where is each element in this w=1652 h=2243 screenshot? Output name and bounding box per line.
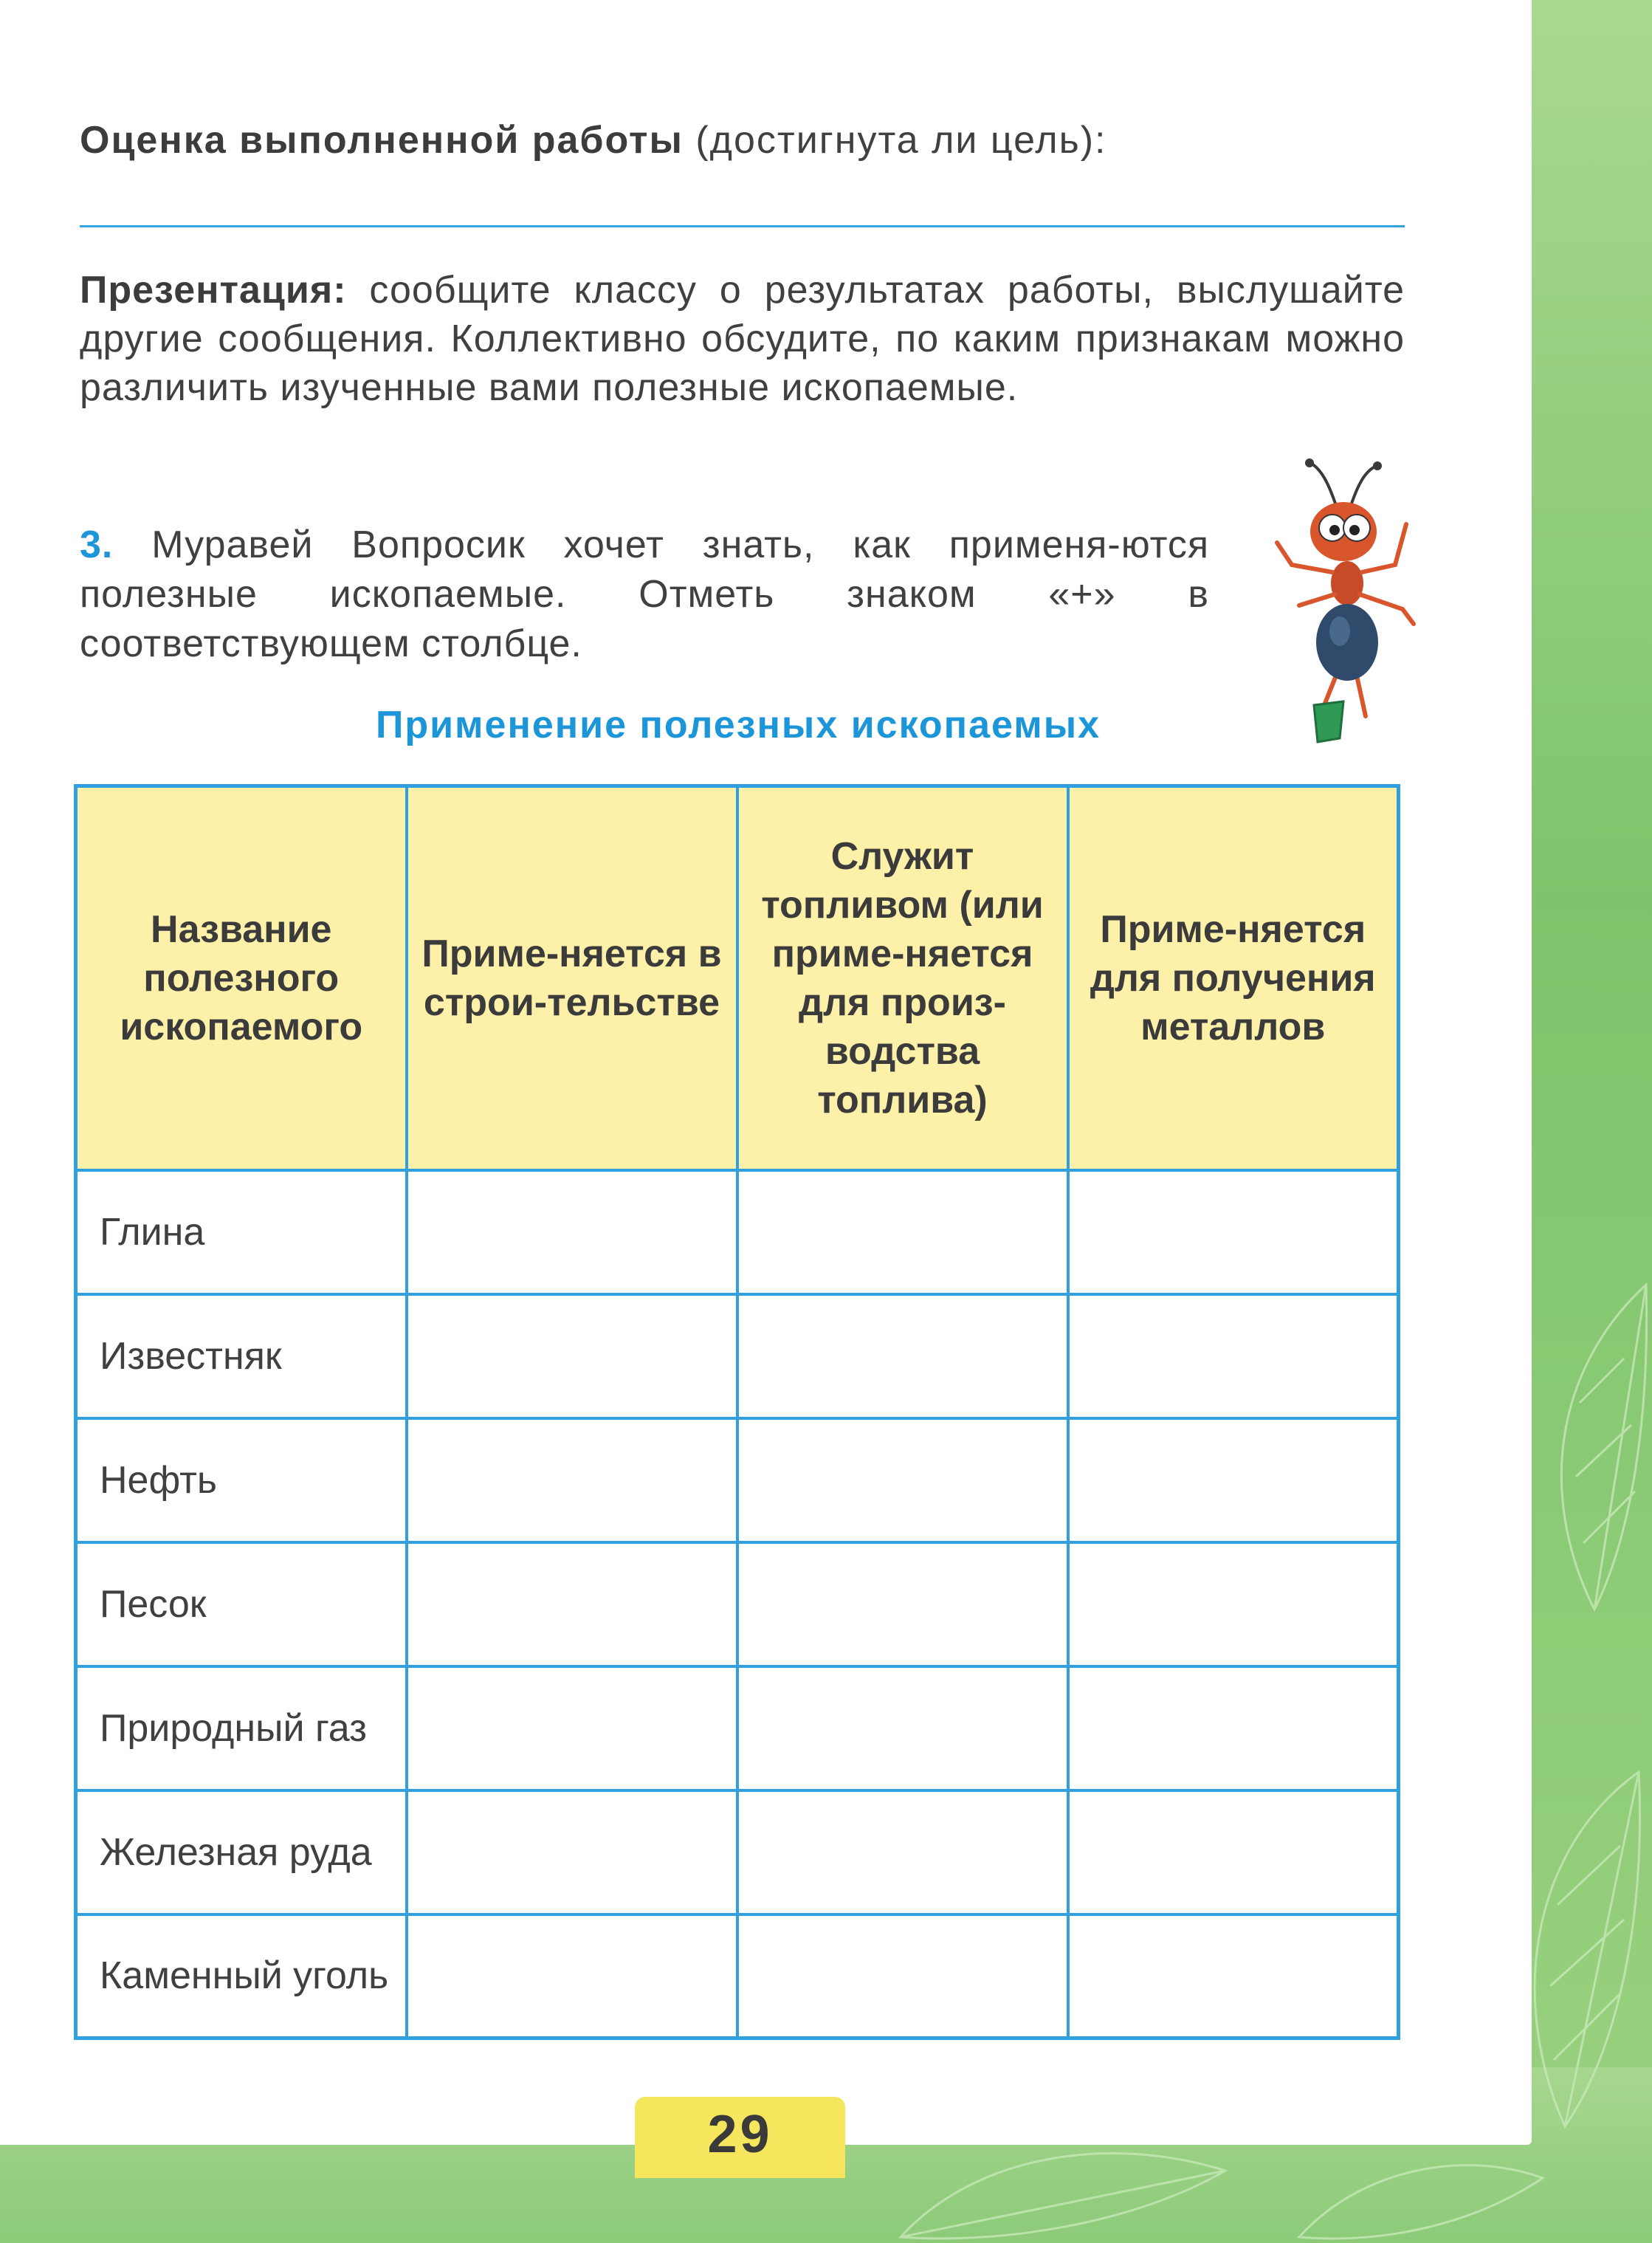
answer-cell[interactable] xyxy=(737,1542,1068,1666)
answer-cell[interactable] xyxy=(1068,1914,1399,2038)
answer-cell[interactable] xyxy=(1068,1294,1399,1418)
table-row xyxy=(76,1418,1399,1542)
answer-cell[interactable] xyxy=(737,1790,1068,1914)
answer-cell[interactable] xyxy=(407,1294,737,1418)
row-label: Железная руда xyxy=(76,1790,407,1914)
row-label: Каменный уголь xyxy=(76,1914,407,2038)
answer-cell[interactable] xyxy=(737,1170,1068,1294)
task-3-paragraph xyxy=(80,521,1209,669)
answer-cell[interactable] xyxy=(1068,1418,1399,1542)
ant-mascot-icon xyxy=(1247,454,1439,749)
header-mineral-name: Название полезного ископаемого xyxy=(76,786,407,1170)
table-row xyxy=(76,1790,1399,1914)
answer-cell[interactable] xyxy=(1068,1666,1399,1790)
answer-cell[interactable] xyxy=(407,1170,737,1294)
page-number: 29 xyxy=(707,2105,773,2164)
answer-cell[interactable] xyxy=(407,1542,737,1666)
header-metals: Приме-няется для получения металлов xyxy=(1068,786,1399,1170)
evaluation-prompt xyxy=(80,118,1408,162)
answer-cell[interactable] xyxy=(737,1294,1068,1418)
answer-cell[interactable] xyxy=(1068,1790,1399,1914)
row-label: Природный газ xyxy=(76,1666,407,1790)
table-row xyxy=(76,1914,1399,2038)
header-fuel: Служит топливом (или приме-няется для произ-водства топлива) xyxy=(737,786,1068,1170)
presentation-text: сообщите классу о результатах работы, выслушайте другие сообщения. Коллективно обсудите, по каким признакам можно различить изученные вами полезные ископаемые. xyxy=(80,269,1405,409)
task-number: 3. xyxy=(80,523,114,566)
answer-cell[interactable] xyxy=(407,1790,737,1914)
answer-cell[interactable] xyxy=(737,1914,1068,2038)
evaluation-bold: Оценка выполненной работы xyxy=(80,119,684,162)
row-label: Песок xyxy=(76,1542,407,1666)
presentation-paragraph xyxy=(80,266,1405,412)
table-title: Применение полезных ископаемых xyxy=(375,704,1101,746)
presentation-bold: Презентация: xyxy=(80,269,347,312)
minerals-table xyxy=(74,784,1400,2040)
answer-cell[interactable] xyxy=(407,1914,737,2038)
row-label: Известняк xyxy=(76,1294,407,1418)
evaluation-answer-line[interactable] xyxy=(80,225,1405,227)
answer-cell[interactable] xyxy=(737,1666,1068,1790)
answer-cell[interactable] xyxy=(1068,1542,1399,1666)
answer-cell[interactable] xyxy=(407,1418,737,1542)
evaluation-rest: (достигнута ли цель): xyxy=(695,119,1107,162)
answer-cell[interactable] xyxy=(407,1666,737,1790)
answer-cell[interactable] xyxy=(737,1418,1068,1542)
row-label: Глина xyxy=(76,1170,407,1294)
table-row xyxy=(76,1170,1399,1294)
answer-cell[interactable] xyxy=(1068,1170,1399,1294)
row-label: Нефть xyxy=(76,1418,407,1542)
table-row xyxy=(76,1294,1399,1418)
task-text: Муравей Вопросик хочет знать, как применя-ются полезные ископаемые. Отметь знаком «+» в соответствующем столбце. xyxy=(80,523,1209,665)
header-construction: Приме-няется в строи-тельстве xyxy=(407,786,737,1170)
table-row xyxy=(76,1542,1399,1666)
table-row xyxy=(76,1666,1399,1790)
table-header-row xyxy=(76,786,1399,1170)
